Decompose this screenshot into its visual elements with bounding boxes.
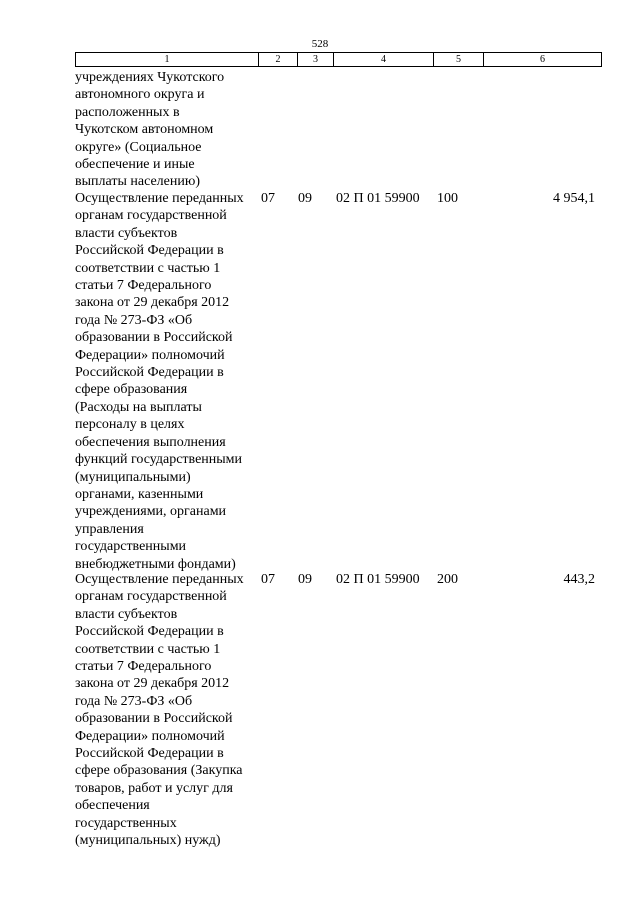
header-col-6: 6 bbox=[484, 52, 602, 67]
text-line: Российской Федерации в bbox=[75, 746, 224, 762]
text-line: органами, казенными bbox=[75, 486, 204, 502]
row-2-description bbox=[75, 571, 265, 850]
text-line: органам государственной bbox=[75, 208, 227, 224]
row-2-amount: 443,2 bbox=[563, 572, 595, 587]
text-line: государственными bbox=[75, 539, 187, 555]
text-line: соответствии с частью 1 bbox=[75, 641, 221, 657]
text-line: соответствии с частью 1 bbox=[75, 260, 221, 276]
text-line: сфере образования bbox=[75, 382, 188, 398]
row-1-subsection: 09 bbox=[298, 191, 312, 206]
text-line: обеспечения bbox=[75, 798, 150, 814]
text-line: (Расходы на выплаты bbox=[75, 399, 202, 415]
row-1-expense-type: 100 bbox=[437, 191, 458, 206]
header-col-1: 1 bbox=[75, 52, 259, 67]
text-line: Осуществление переданных bbox=[75, 191, 244, 206]
text-line: органам государственной bbox=[75, 589, 227, 605]
row-1-description bbox=[75, 190, 265, 573]
text-line: Осуществление переданных bbox=[75, 572, 244, 587]
text-line: учреждениями, органами bbox=[75, 504, 227, 520]
row-1-target: 02 П 01 59900 bbox=[336, 191, 420, 206]
text-line: учреждениях Чукотского bbox=[75, 70, 225, 85]
text-line: статьи 7 Федерального bbox=[75, 278, 212, 294]
text-line: власти субъектов bbox=[75, 606, 178, 622]
text-line: года № 273-ФЗ «Об bbox=[75, 312, 193, 328]
text-line: автономного округа и bbox=[75, 87, 205, 103]
page-number: 528 bbox=[311, 38, 329, 50]
row-2-subsection: 09 bbox=[298, 572, 312, 587]
text-line: образовании в Российской bbox=[75, 711, 233, 727]
text-line: расположенных в bbox=[75, 104, 180, 120]
text-line: закона от 29 декабря 2012 bbox=[75, 676, 230, 692]
row-2-target: 02 П 01 59900 bbox=[336, 572, 420, 587]
continuation-text bbox=[75, 69, 265, 191]
row-1-amount: 4 954,1 bbox=[553, 191, 595, 206]
text-line: Российской Федерации в bbox=[75, 624, 224, 640]
text-line: внебюджетными фондами) bbox=[75, 556, 236, 572]
text-line: Федерации» полномочий bbox=[75, 347, 225, 363]
header-col-3: 3 bbox=[298, 52, 334, 67]
text-line: Российской Федерации в bbox=[75, 243, 224, 259]
text-line: сфере образования (Закупка bbox=[75, 763, 243, 779]
row-1-section: 07 bbox=[261, 191, 275, 206]
row-2-expense-type: 200 bbox=[437, 572, 458, 587]
text-line: обеспечения выполнения bbox=[75, 434, 226, 450]
text-line: выплаты населению) bbox=[75, 174, 200, 190]
text-line: округе» (Социальное bbox=[75, 139, 202, 155]
header-col-5: 5 bbox=[434, 52, 484, 67]
text-line: обеспечение и иные bbox=[75, 157, 195, 173]
text-line: (муниципальных) нужд) bbox=[75, 833, 221, 849]
text-line: статьи 7 Федерального bbox=[75, 659, 212, 675]
header-col-4: 4 bbox=[334, 52, 434, 67]
text-line: образовании в Российской bbox=[75, 330, 233, 346]
text-line: Российской Федерации в bbox=[75, 365, 224, 381]
header-col-2: 2 bbox=[259, 52, 298, 67]
text-line: Федерации» полномочий bbox=[75, 728, 225, 744]
text-line: Чукотском автономном bbox=[75, 122, 214, 138]
text-line: (муниципальными) bbox=[75, 469, 191, 485]
text-line: персоналу в целях bbox=[75, 417, 185, 433]
text-line: управления bbox=[75, 521, 144, 537]
text-line: закона от 29 декабря 2012 bbox=[75, 295, 230, 311]
text-line: года № 273-ФЗ «Об bbox=[75, 693, 193, 709]
text-line: государственных bbox=[75, 815, 177, 831]
row-2-section: 07 bbox=[261, 572, 275, 587]
text-line: функций государственными bbox=[75, 452, 243, 468]
text-line: власти субъектов bbox=[75, 225, 178, 241]
text-line: товаров, работ и услуг для bbox=[75, 780, 233, 796]
